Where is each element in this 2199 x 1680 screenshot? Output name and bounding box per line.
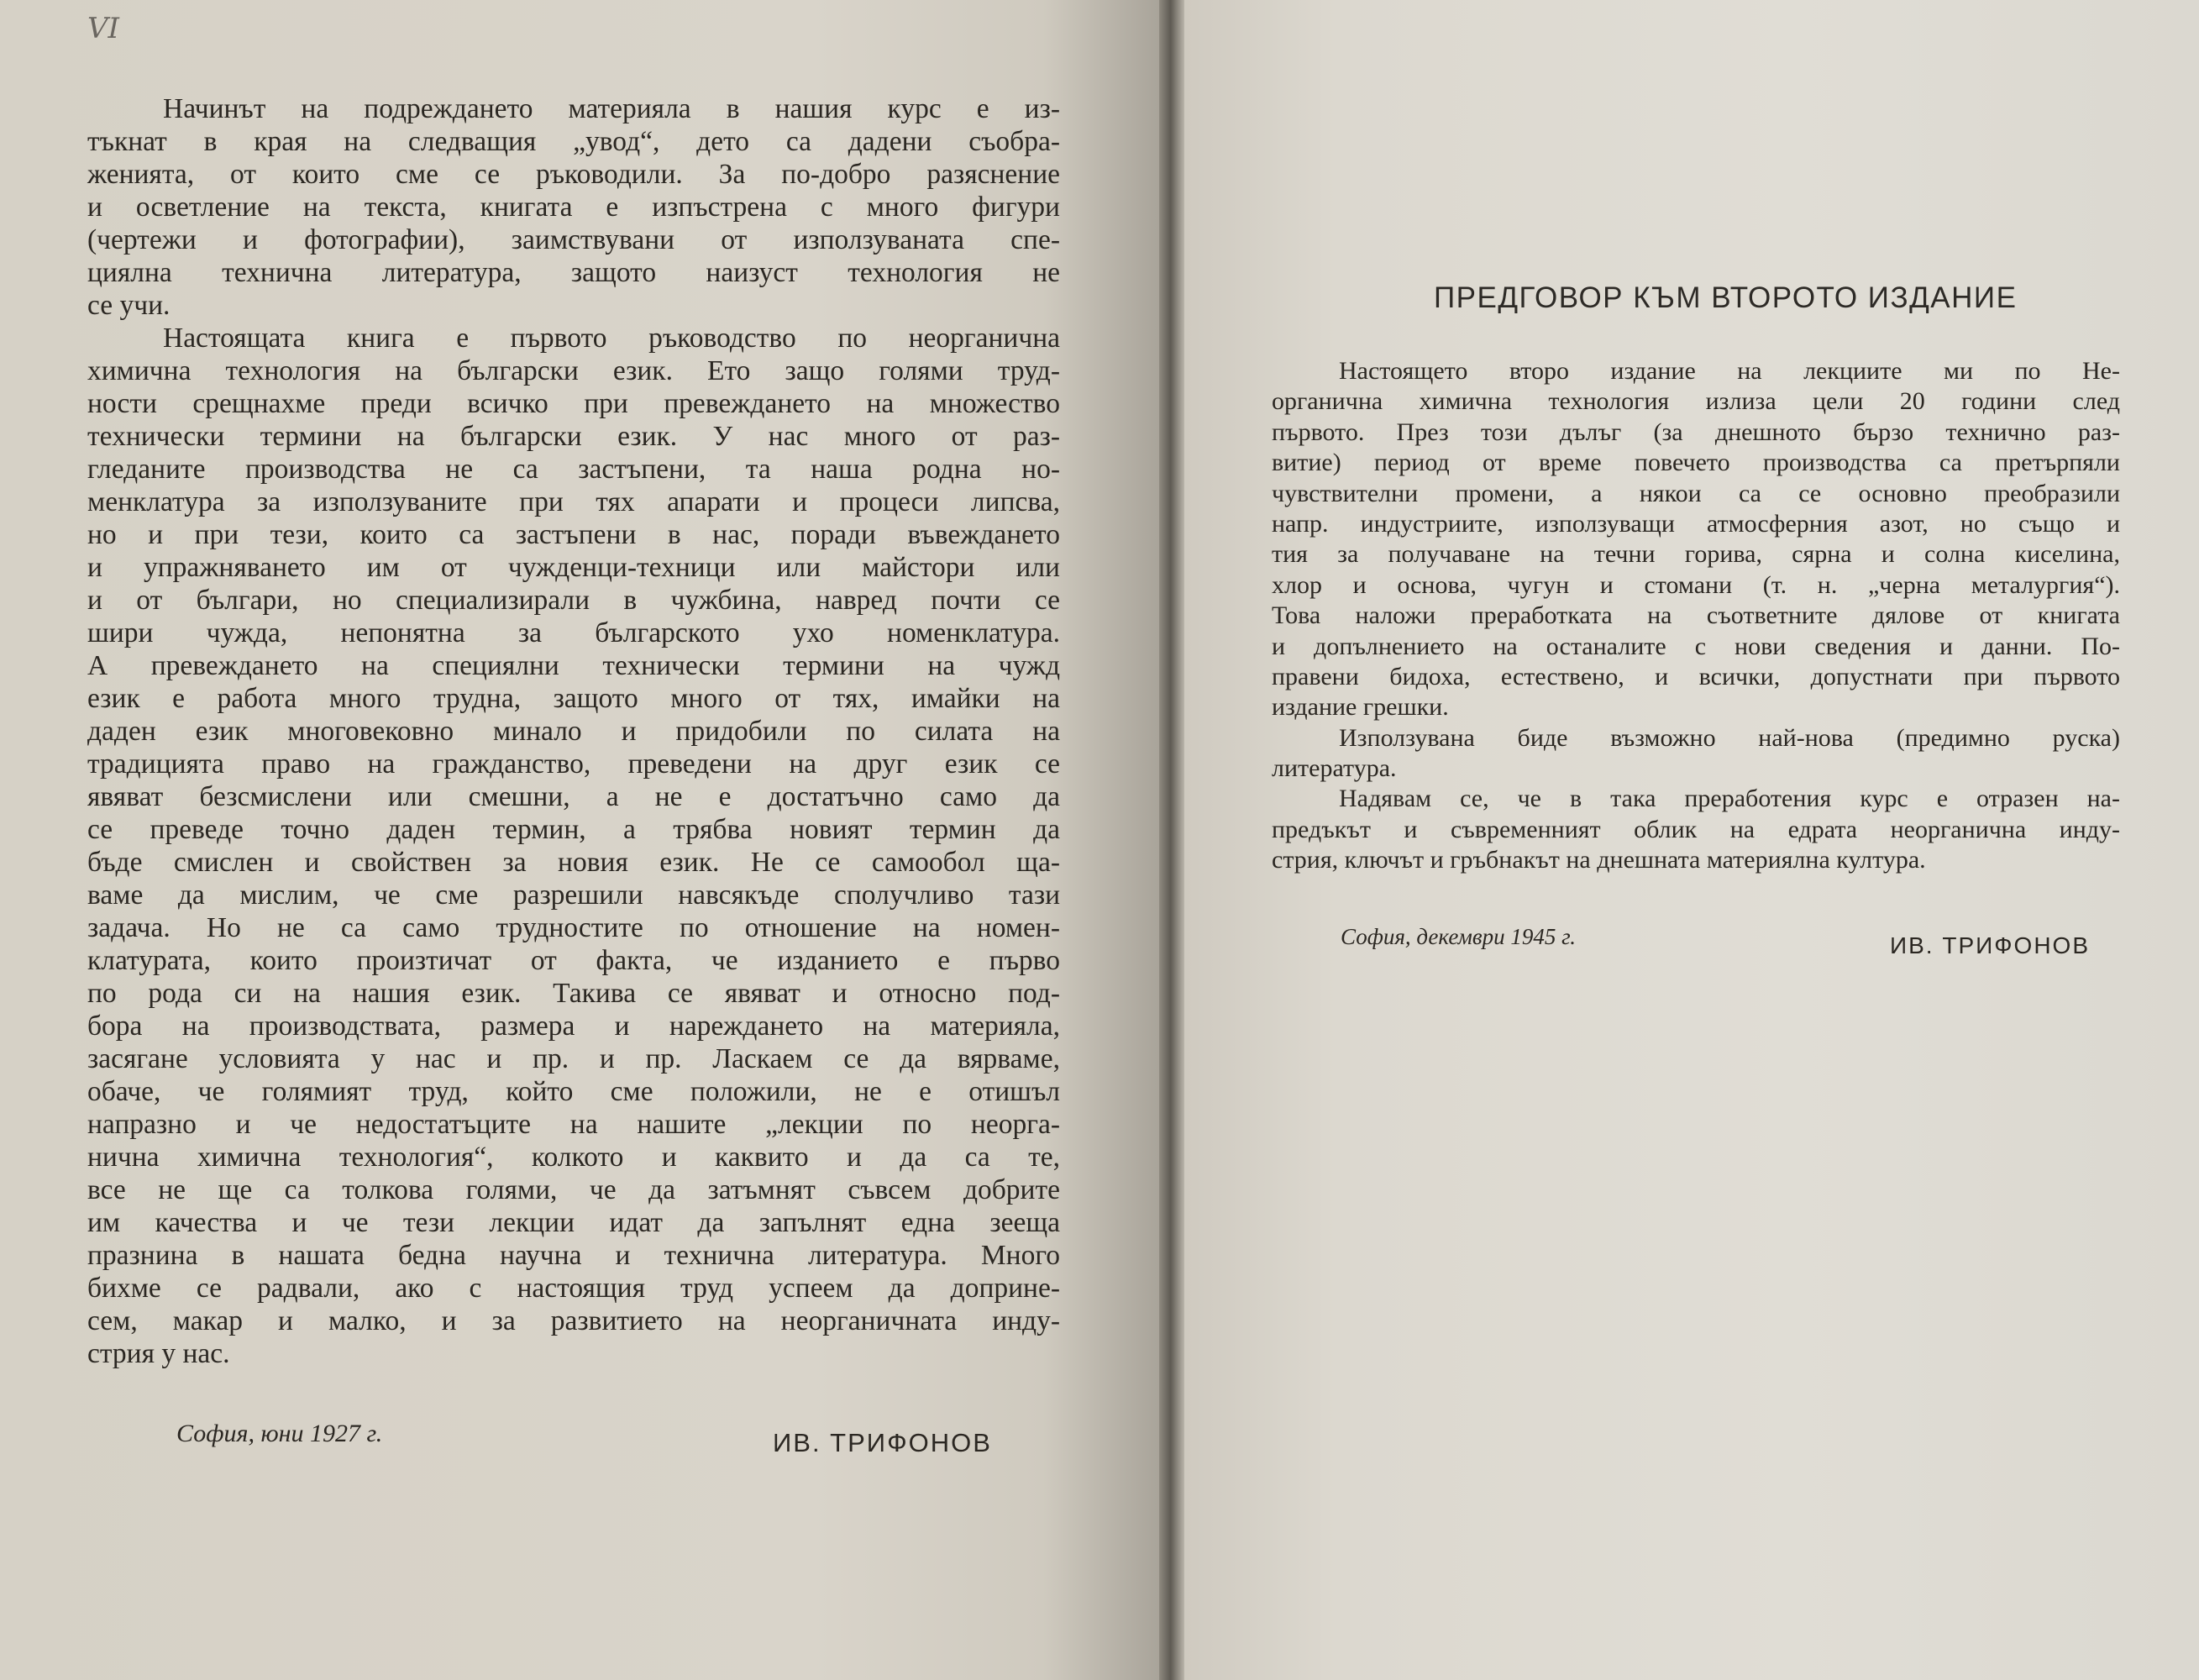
text-line: традицията право на гражданство, преведени на друг език се: [87, 748, 1060, 780]
text-line: стрия, ключът и гръбнакът на днешната материялна култура.: [1272, 846, 1926, 874]
text-line: задача. Но не са само трудностите по отношение на номен-: [87, 912, 1060, 943]
text-line: обаче, че голямият труд, който сме положили, не е отишъл: [87, 1076, 1060, 1107]
left-page-text: [87, 92, 1060, 1370]
right-author-signature: ИВ. ТРИФОНОВ: [1890, 932, 2091, 958]
text-line: се преведе точно даден термин, а трябва новият термин да: [87, 814, 1060, 845]
text-line: нична химична технология“, колкото и каквито и да са те,: [87, 1142, 1060, 1173]
text-line: тъкнат в края на следващия „увод“, дето са дадени съобра-: [87, 126, 1060, 157]
text-line: и осветление на текста, книгата е изпъстрена с много фигури: [87, 192, 1060, 223]
text-line: витие) период от време повечето производства са претърпяли: [1272, 449, 2120, 477]
text-line: издание грешки.: [1272, 693, 1449, 722]
text-line: се учи.: [87, 290, 171, 321]
text-line: Това наложи преработката на съответните дялове от книгата: [1272, 601, 2120, 630]
text-line: празнина в нашата бедна научна и технична литература. Много: [87, 1240, 1060, 1271]
text-line: органична химична технология излиза цели 20 години след: [1272, 387, 2120, 416]
text-line: сем, макар и малко, и за развитието на неорганичната инду-: [87, 1305, 1060, 1336]
text-line: все не ще са толкова голями, че да затъмнят съвсем добрите: [87, 1174, 1060, 1205]
text-line: Надявам се, че в така преработения курс е отразен на-: [1339, 785, 2120, 813]
right-page: [1184, 0, 2199, 1680]
text-line: и упражняването им от чужденци-техници или майстори или: [87, 552, 1060, 583]
text-line: ваме да мислим, че сме разрешили навсякъде сполучливо тази: [87, 879, 1060, 911]
text-line: език е работа много трудна, защото много от тях, имайки на: [87, 683, 1060, 714]
text-line: хлор и основа, чугун и стомани (т. н. „черна металургия“).: [1272, 570, 2120, 599]
text-line: Настоящето второ издание на лекциите ми по Не-: [1339, 357, 2120, 385]
text-line: първото. През този дълъг (за днешното бързо технично раз-: [1272, 417, 2120, 446]
preface-title: ПРЕДГОВОР КЪМ ВТОРОТО ИЗДАНИЕ: [1434, 281, 2018, 314]
text-line: шири чужда, непонятна за българското ухо номенклатура.: [87, 617, 1060, 648]
text-line: засягане условията у нас и пр. и пр. Ласкаем се да вярваме,: [87, 1043, 1060, 1074]
text-line: циялна технична литература, защото наизуст технология не: [87, 257, 1060, 288]
text-line: предъкът и съвременният облик на едрата неорганична инду-: [1272, 815, 2120, 843]
text-line: правени бидоха, естествено, и всички, допустнати при първото: [1272, 662, 2120, 690]
left-place-date: София, юни 1927 г.: [176, 1420, 383, 1447]
text-line: бора на производствата, размера и нареждането на материяла,: [87, 1011, 1060, 1042]
right-place-date: София, декември 1945 г.: [1341, 924, 1577, 949]
text-line: явяват безсмислени или смешни, а не е достатъчно само да: [87, 781, 1060, 812]
text-line: и от българи, но специализирали в чужбина, навред почти се: [87, 585, 1060, 616]
left-author-signature: ИВ. ТРИФОНОВ: [773, 1428, 992, 1457]
text-line: химична технология на български език. Ето защо голями труд-: [87, 355, 1060, 386]
text-line: А превеждането на специялни технически термини на чужд: [87, 650, 1060, 681]
page-number: VI: [87, 12, 119, 45]
text-line: менклатура за използуваните при тях апарати и процеси липсва,: [87, 486, 1060, 517]
text-line: тия за получаване на течни горива, сярна и солна киселина,: [1272, 540, 2120, 569]
book-gutter: [1159, 0, 1184, 1680]
text-line: стрия у нас.: [87, 1338, 230, 1369]
text-line: Начинът на подреждането материяла в нашия курс е из-: [163, 93, 1060, 124]
text-line: (чертежи и фотографии), заимствувани от използуваната спе-: [87, 224, 1060, 255]
text-line: но и при тези, които са застъпени в нас, поради въвеждането: [87, 519, 1060, 550]
text-line: ности срещнахме преди всичко при превеждането на множество: [87, 388, 1060, 419]
text-line: бъде смислен и свойствен за новия език. Не се самообол ща-: [87, 847, 1060, 878]
text-line: напразно и че недостатъците на нашите „лекции по неорга-: [87, 1109, 1060, 1140]
text-line: и допълнението на останалите с нови сведения и данни. По-: [1272, 632, 2120, 660]
text-line: литература.: [1272, 754, 1397, 783]
right-page-text: [1272, 356, 2120, 876]
text-line: технически термини на български език. У нас много от раз-: [87, 421, 1060, 452]
text-line: клатурата, които произтичат от факта, че изданието е първо: [87, 945, 1060, 976]
text-line: по рода си на нашия език. Такива се явяват и относно под-: [87, 978, 1060, 1009]
text-line: женията, от които сме се ръководили. За по-добро разяснение: [87, 159, 1060, 190]
text-line: бихме се радвали, ако с настоящия труд успеем да доприне-: [87, 1273, 1060, 1304]
text-line: даден език многовековно минало и придобили по силата на: [87, 716, 1060, 747]
text-line: Настоящата книга е първото ръководство по неорганична: [163, 323, 1060, 354]
text-line: Използувана биде възможно най-нова (предимно руска): [1339, 723, 2120, 752]
text-line: напр. индустриите, използуващи атмосферния азот, но също и: [1272, 509, 2120, 538]
text-line: чувствителни промени, а някои са се основно преобразили: [1272, 479, 2120, 507]
text-line: им качества и че тези лекции идат да запълнят една зееща: [87, 1207, 1060, 1238]
text-line: гледаните производства не са застъпени, та наша родна но-: [87, 454, 1060, 485]
